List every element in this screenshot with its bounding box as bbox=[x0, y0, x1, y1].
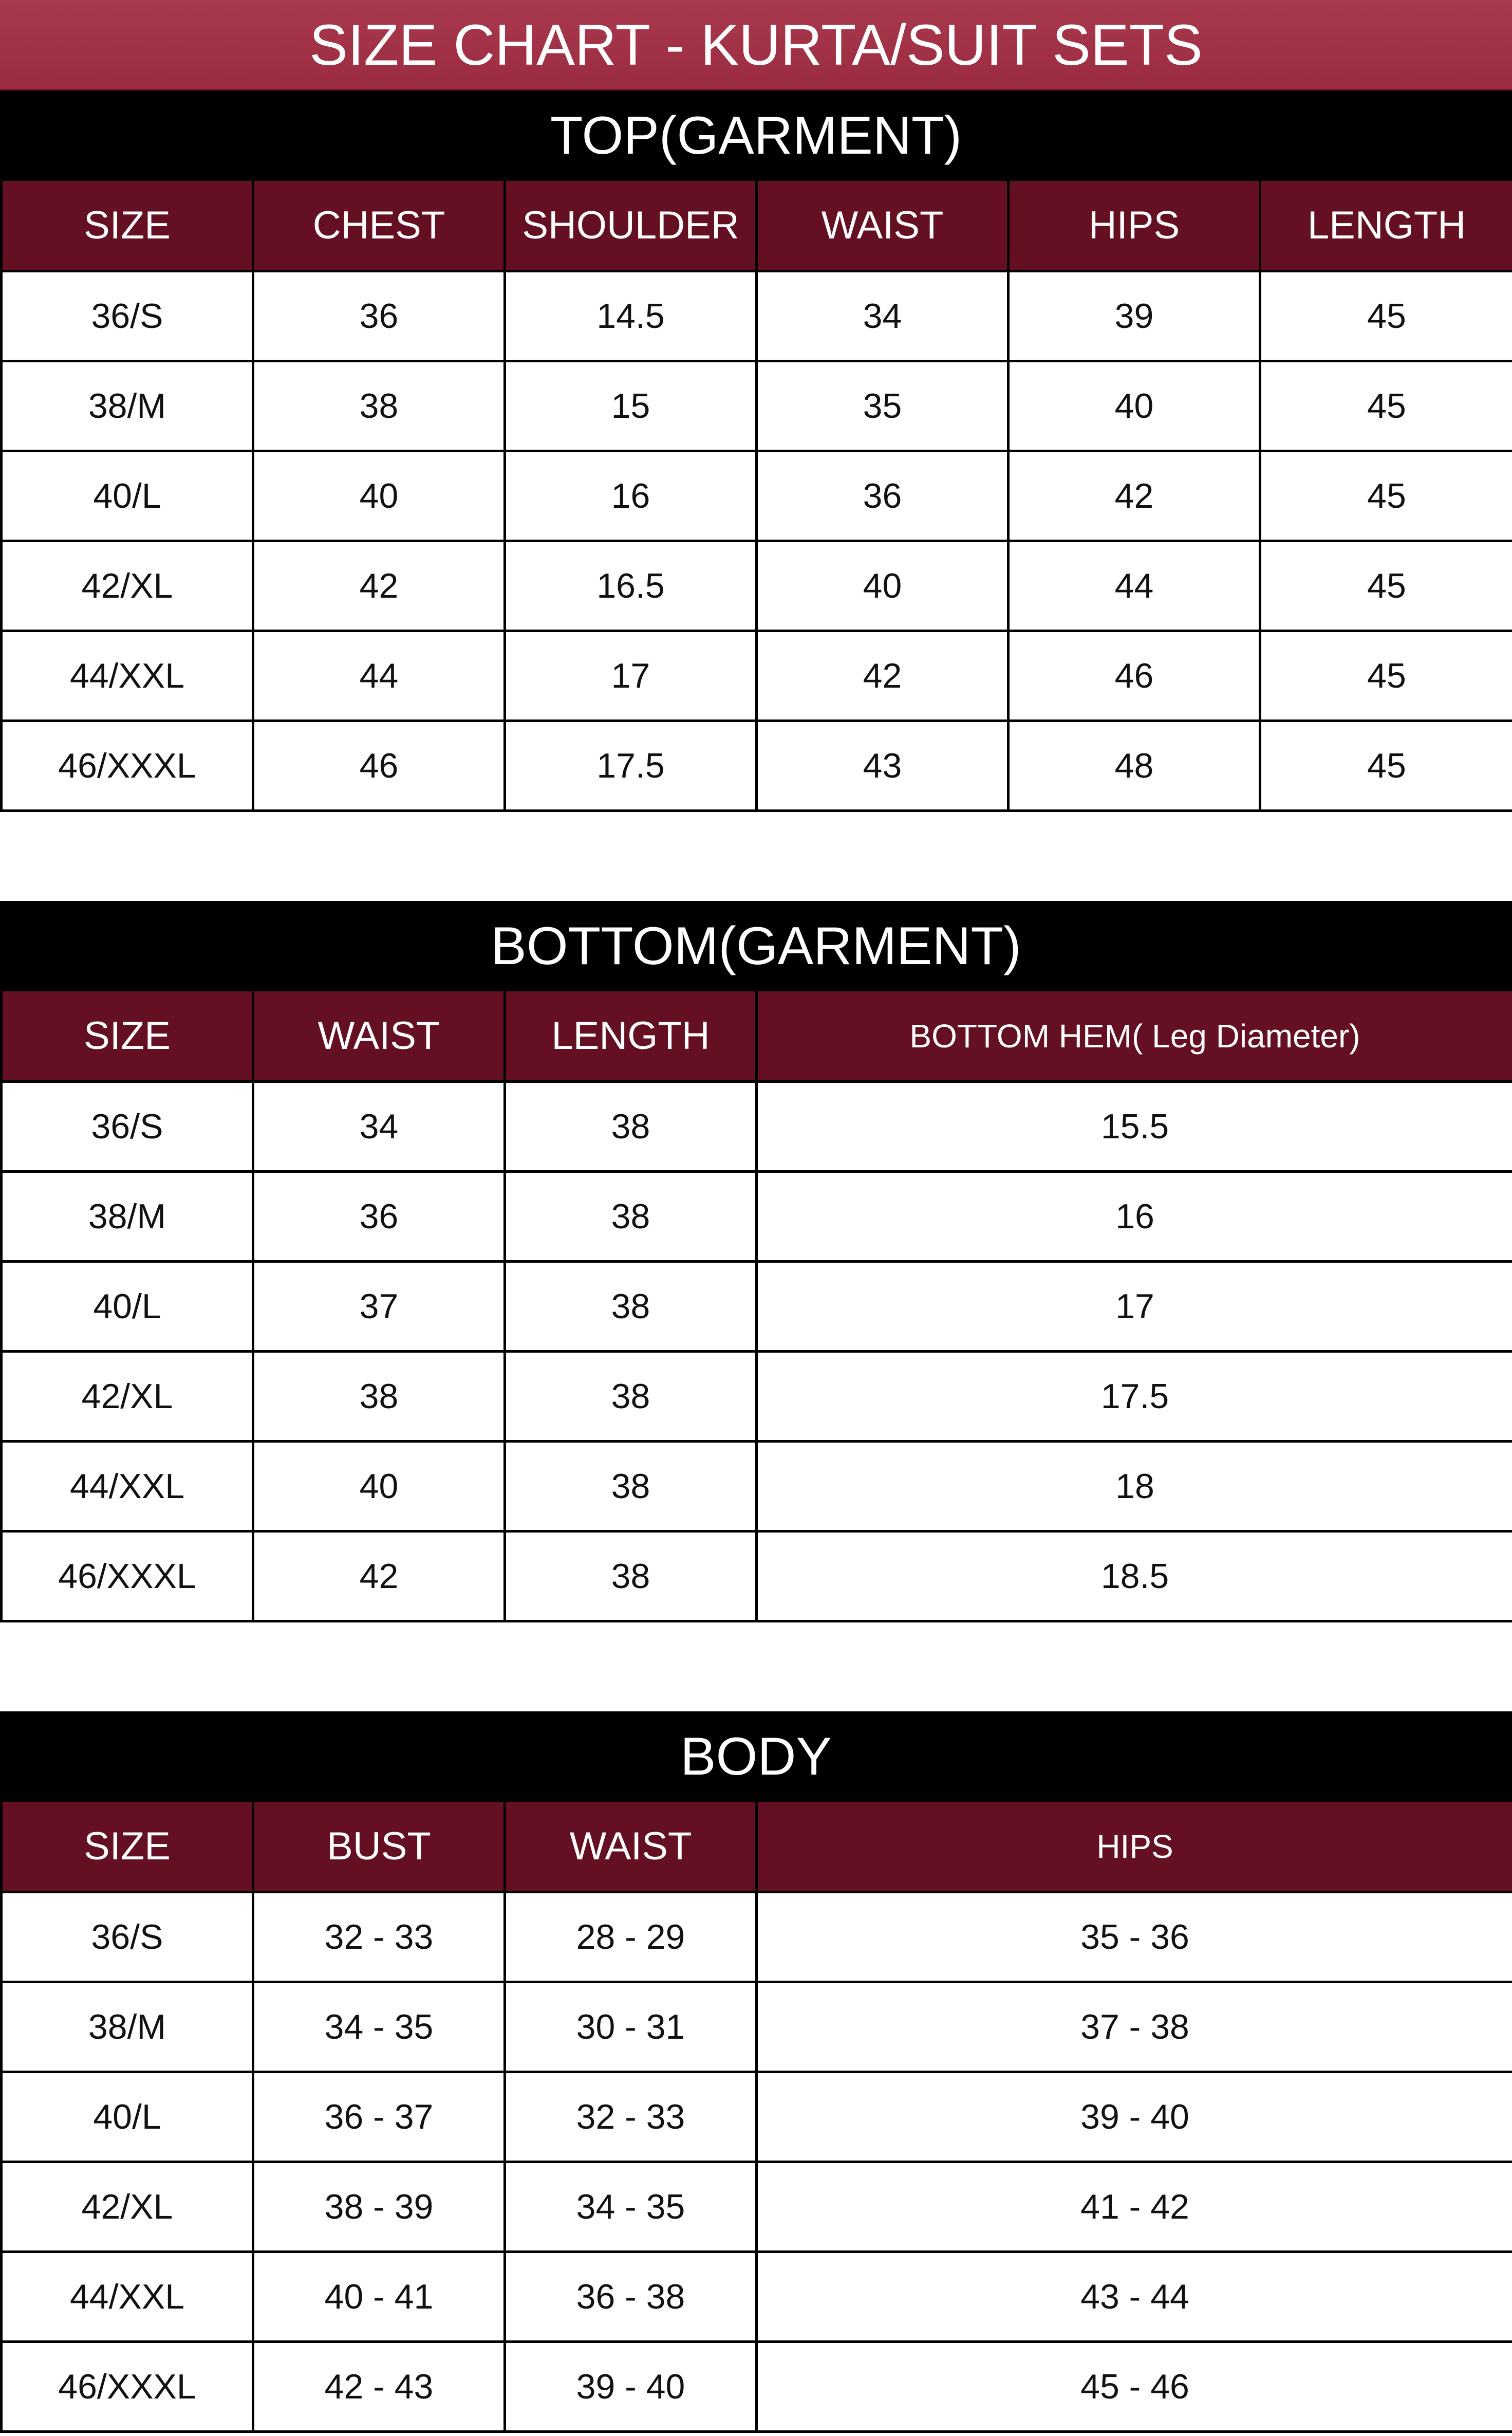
table-cell: 38 bbox=[253, 1352, 505, 1442]
table-cell: 16 bbox=[757, 1172, 1512, 1262]
table-cell: 36 bbox=[253, 271, 505, 361]
column-header-size: SIZE bbox=[2, 1802, 253, 1892]
page-title: SIZE CHART - KURTA/SUIT SETS bbox=[0, 0, 1512, 90]
table-cell: 36 bbox=[253, 1172, 505, 1262]
table-cell: 30 - 31 bbox=[505, 1982, 757, 2072]
table-cell: 16.5 bbox=[505, 541, 757, 631]
table-cell: 32 - 33 bbox=[505, 2072, 757, 2162]
table-cell: 28 - 29 bbox=[505, 1892, 757, 1982]
table-cell: 45 bbox=[1260, 631, 1512, 721]
table-cell: 42/XL bbox=[2, 1352, 253, 1442]
table-cell: 38 bbox=[505, 1531, 757, 1621]
table-cell: 36/S bbox=[2, 271, 253, 361]
top-garment-table bbox=[0, 181, 1512, 812]
column-header-waist: WAIST bbox=[757, 181, 1009, 271]
table-cell: 42 bbox=[253, 1531, 505, 1621]
table-row bbox=[2, 271, 1512, 361]
table-row bbox=[2, 1172, 1512, 1262]
table-row bbox=[2, 541, 1512, 631]
section-title: TOP(GARMENT) bbox=[0, 90, 1512, 181]
table-cell: 35 - 36 bbox=[757, 1892, 1512, 1982]
table-cell: 46/XXXL bbox=[2, 1531, 253, 1621]
table-cell: 45 - 46 bbox=[757, 2342, 1512, 2432]
table-cell: 36 bbox=[757, 451, 1009, 541]
table-row bbox=[2, 2162, 1512, 2252]
table-row bbox=[2, 1082, 1512, 1172]
table-cell: 17.5 bbox=[757, 1352, 1512, 1442]
table-row bbox=[2, 2072, 1512, 2162]
table-cell: 40 bbox=[1009, 361, 1260, 451]
table-header-row bbox=[2, 991, 1512, 1082]
table-cell: 40/L bbox=[2, 451, 253, 541]
table-cell: 32 - 33 bbox=[253, 1892, 505, 1982]
table-cell: 38/M bbox=[2, 361, 253, 451]
table-cell: 45 bbox=[1260, 451, 1512, 541]
table-cell: 42/XL bbox=[2, 2162, 253, 2252]
table-cell: 17.5 bbox=[505, 721, 757, 811]
table-cell: 16 bbox=[505, 451, 757, 541]
table-cell: 36 - 38 bbox=[505, 2252, 757, 2342]
table-cell: 15 bbox=[505, 361, 757, 451]
table-cell: 42 bbox=[253, 541, 505, 631]
table-cell: 44 bbox=[1009, 541, 1260, 631]
table-cell: 46/XXXL bbox=[2, 721, 253, 811]
table-cell: 43 bbox=[757, 721, 1009, 811]
table-cell: 43 - 44 bbox=[757, 2252, 1512, 2342]
table-cell: 39 bbox=[1009, 271, 1260, 361]
table-cell: 34 bbox=[757, 271, 1009, 361]
table-cell: 39 - 40 bbox=[505, 2342, 757, 2432]
body-measurements-section bbox=[0, 1711, 1512, 2433]
table-row bbox=[2, 1262, 1512, 1352]
table-cell: 44/XXL bbox=[2, 631, 253, 721]
table-cell: 44/XXL bbox=[2, 1442, 253, 1531]
table-cell: 17 bbox=[757, 1262, 1512, 1352]
table-row bbox=[2, 451, 1512, 541]
table-cell: 34 - 35 bbox=[253, 1982, 505, 2072]
table-cell: 42 bbox=[757, 631, 1009, 721]
table-cell: 42 - 43 bbox=[253, 2342, 505, 2432]
column-header-hips: HIPS bbox=[1009, 181, 1260, 271]
column-header-waist: WAIST bbox=[253, 991, 505, 1082]
table-cell: 34 - 35 bbox=[505, 2162, 757, 2252]
table-cell: 34 bbox=[253, 1082, 505, 1172]
table-cell: 40/L bbox=[2, 2072, 253, 2162]
table-row bbox=[2, 721, 1512, 811]
body-measurements-table bbox=[0, 1802, 1512, 2433]
table-cell: 38/M bbox=[2, 1982, 253, 2072]
table-cell: 40 - 41 bbox=[253, 2252, 505, 2342]
table-cell: 42 bbox=[1009, 451, 1260, 541]
table-cell: 40 bbox=[253, 451, 505, 541]
table-cell: 36/S bbox=[2, 1082, 253, 1172]
table-cell: 35 bbox=[757, 361, 1009, 451]
table-cell: 36/S bbox=[2, 1892, 253, 1982]
table-cell: 38 bbox=[253, 361, 505, 451]
top-garment-section bbox=[0, 90, 1512, 812]
column-header-chest: CHEST bbox=[253, 181, 505, 271]
table-cell: 36 - 37 bbox=[253, 2072, 505, 2162]
table-header-row bbox=[2, 1802, 1512, 1892]
table-row bbox=[2, 1352, 1512, 1442]
table-row bbox=[2, 361, 1512, 451]
table-row bbox=[2, 1982, 1512, 2072]
table-cell: 38/M bbox=[2, 1172, 253, 1262]
table-cell: 42/XL bbox=[2, 541, 253, 631]
table-cell: 14.5 bbox=[505, 271, 757, 361]
table-cell: 38 bbox=[505, 1082, 757, 1172]
table-cell: 38 bbox=[505, 1442, 757, 1531]
table-cell: 18 bbox=[757, 1442, 1512, 1531]
table-cell: 40 bbox=[253, 1442, 505, 1531]
section-title: BODY bbox=[0, 1711, 1512, 1802]
table-cell: 37 bbox=[253, 1262, 505, 1352]
table-row bbox=[2, 1892, 1512, 1982]
table-row bbox=[2, 631, 1512, 721]
bottom-garment-section bbox=[0, 901, 1512, 1622]
table-row bbox=[2, 1442, 1512, 1531]
table-row bbox=[2, 2342, 1512, 2432]
bottom-garment-table bbox=[0, 991, 1512, 1622]
table-cell: 46 bbox=[1009, 631, 1260, 721]
column-header-bottom-hem: BOTTOM HEM( Leg Diameter) bbox=[757, 991, 1512, 1082]
table-cell: 45 bbox=[1260, 541, 1512, 631]
column-header-size: SIZE bbox=[2, 181, 253, 271]
column-header-hips: HIPS bbox=[757, 1802, 1512, 1892]
table-cell: 46 bbox=[253, 721, 505, 811]
table-header-row bbox=[2, 181, 1512, 271]
table-cell: 40 bbox=[757, 541, 1009, 631]
column-header-length: LENGTH bbox=[1260, 181, 1512, 271]
column-header-length: LENGTH bbox=[505, 991, 757, 1082]
section-title: BOTTOM(GARMENT) bbox=[0, 901, 1512, 991]
table-cell: 17 bbox=[505, 631, 757, 721]
table-row bbox=[2, 1531, 1512, 1621]
table-cell: 45 bbox=[1260, 361, 1512, 451]
table-cell: 18.5 bbox=[757, 1531, 1512, 1621]
table-cell: 37 - 38 bbox=[757, 1982, 1512, 2072]
table-cell: 38 bbox=[505, 1172, 757, 1262]
table-row bbox=[2, 2252, 1512, 2342]
table-cell: 38 bbox=[505, 1262, 757, 1352]
column-header-bust: BUST bbox=[253, 1802, 505, 1892]
table-cell: 46/XXXL bbox=[2, 2342, 253, 2432]
table-cell: 15.5 bbox=[757, 1082, 1512, 1172]
table-cell: 45 bbox=[1260, 721, 1512, 811]
table-cell: 45 bbox=[1260, 271, 1512, 361]
table-cell: 38 bbox=[505, 1352, 757, 1442]
table-cell: 39 - 40 bbox=[757, 2072, 1512, 2162]
table-cell: 41 - 42 bbox=[757, 2162, 1512, 2252]
table-cell: 44/XXL bbox=[2, 2252, 253, 2342]
table-cell: 38 - 39 bbox=[253, 2162, 505, 2252]
table-cell: 44 bbox=[253, 631, 505, 721]
column-header-size: SIZE bbox=[2, 991, 253, 1082]
table-cell: 40/L bbox=[2, 1262, 253, 1352]
table-cell: 48 bbox=[1009, 721, 1260, 811]
column-header-waist: WAIST bbox=[505, 1802, 757, 1892]
column-header-shoulder: SHOULDER bbox=[505, 181, 757, 271]
